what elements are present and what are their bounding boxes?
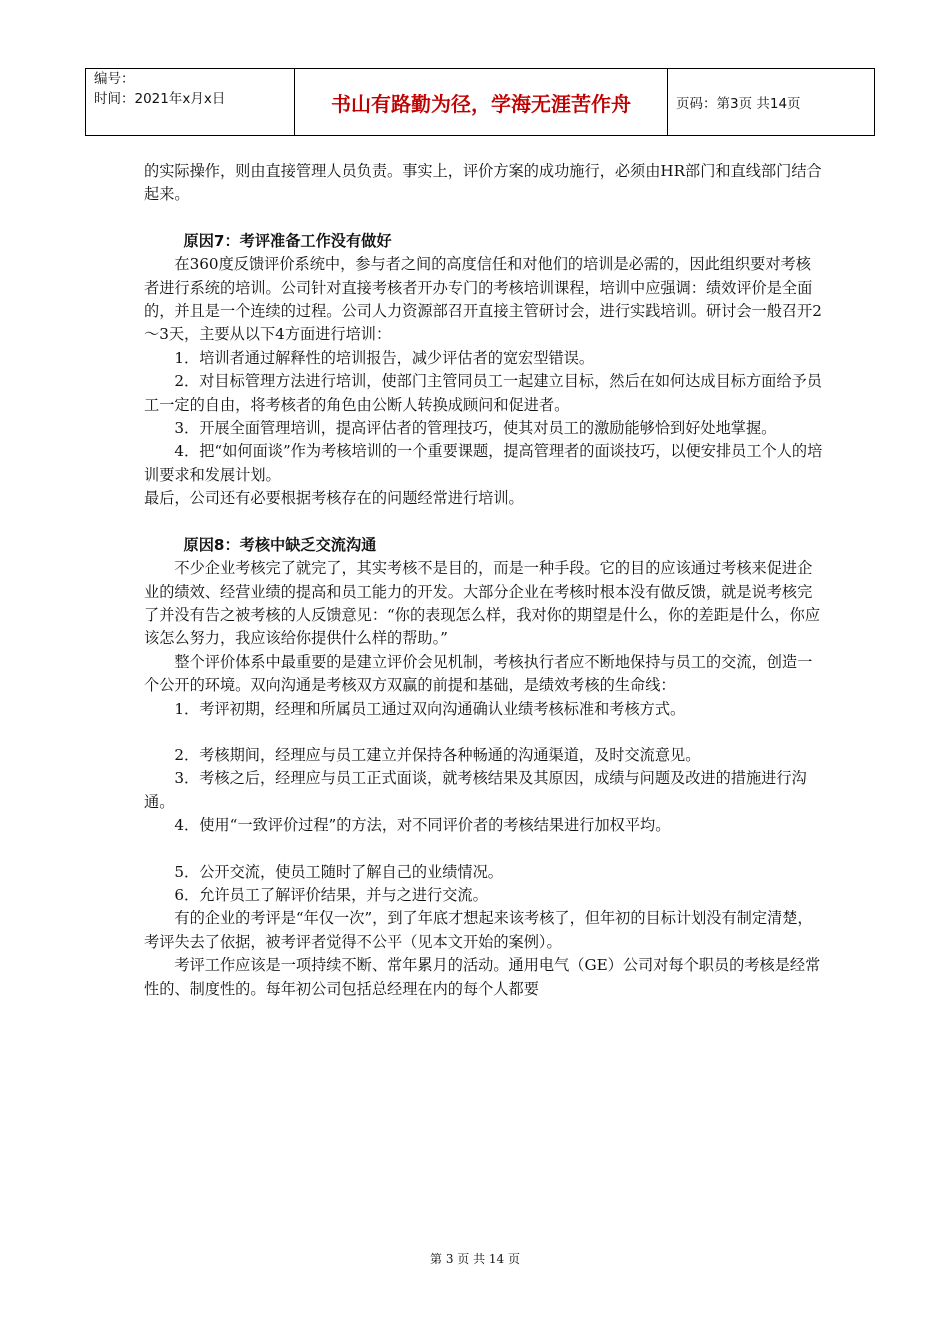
paragraph: 在360度反馈评价系统中，参与者之间的高度信任和对他们的培训是必需的，因此组织要对考核者进行系统的培训。公司针对直接考核者开办专门的考核培训课程，培训中应强调：绩效评价是全面的，并且是一个连续的过程。公司人力资源部召开直接主管研讨会，进行实践培训。研讨会一般召开2～3天，主要从以下4方面进行培训： — [144, 255, 822, 344]
list-item: 3．考核之后，经理应与员工正式面谈，就考核结果及其原因，成绩与问题及改进的措施进行沟通。 — [144, 769, 807, 811]
list-item: 6．允许员工了解评价结果，并与之进行交流。 — [174, 885, 488, 904]
document-number: 编号： — [94, 71, 135, 87]
list-item: 2．考核期间，经理应与员工建立并保持各种畅通的沟通渠道，及时交流意见。 — [174, 745, 701, 764]
paragraph: 有的企业的考评是“年仅一次”，到了年底才想起来该考核了，但年初的目标计划没有制定清楚，考评失去了依据，被考评者觉得不公平（见本文开始的案例）。 — [144, 909, 813, 951]
header-page-info: 页码：第3页 共14页 — [668, 69, 875, 136]
page-footer: 第 3 页 共 14 页 — [430, 1252, 520, 1266]
section-heading-8: 原因8：考核中缺乏交流沟通 — [183, 535, 377, 554]
list-item: 4．使用“一致评价过程”的方法，对不同评价者的考核结果进行加权平均。 — [174, 816, 671, 835]
paragraph: 最后，公司还有必要根据考核存在的问题经常进行培训。 — [144, 489, 524, 508]
list-item: 4．把“如何面谈”作为考核培训的一个重要课题，提高管理者的面谈技巧，以便安排员工个人的培训要求和发展计划。 — [144, 442, 823, 484]
list-item: 5．公开交流，使员工随时了解自己的业绩情况。 — [174, 862, 503, 881]
header-meta-cell — [86, 69, 295, 136]
header-table — [85, 68, 875, 136]
list-item: 3．开展全面管理培训，提高评估者的管理技巧，使其对员工的激励能够恰到好处地掌握。 — [174, 419, 777, 438]
list-item: 1．考评初期，经理和所属员工通过双向沟通确认业绩考核标准和考核方式。 — [174, 699, 686, 718]
document-body — [144, 160, 824, 1001]
list-item: 1．培训者通过解释性的培训报告，减少评估者的宽宏型错误。 — [174, 348, 595, 367]
paragraph: 整个评价体系中最重要的是建立评价会见机制，考核执行者应不断地保持与员工的交流，创造一个公开的环境。双向沟通是考核双方双赢的前提和基础，是绩效考核的生命线： — [144, 652, 813, 695]
paragraph: 考评工作应该是一项持续不断、常年累月的活动。通用电气（GE）公司对每个职员的考核是经常性的、制度性的。每年初公司包括总经理在内的每个人都要 — [144, 956, 821, 998]
section-heading-7: 原因7：考评准备工作没有做好 — [183, 231, 392, 250]
document-time: 时间：2021年x月x日 — [94, 91, 226, 107]
paragraph: 的实际操作，则由直接管理人员负责。事实上，评价方案的成功施行，必须由HR部门和直线部门结合起来。 — [144, 162, 822, 204]
header-motto: 书山有路勤为径，学海无涯苦作舟 — [295, 69, 668, 136]
paragraph: 不少企业考核完了就完了，其实考核不是目的，而是一种手段。它的目的应该通过考核来促进企业的绩效、经营业绩的提高和员工能力的开发。大部分企业在考核时根本没有做反馈，就是说考核完了并没有告之被考核的人反馈意见：“你的表现怎么样，我对你的期望是什么，你的差距是什么，你应该怎么努力，我应该给你提供什么样的帮助。” — [144, 559, 821, 648]
list-item: 2．对目标管理方法进行培训，使部门主管同员工一起建立目标，然后在如何达成目标方面给予员工一定的自由，将考核者的角色由公断人转换成顾问和促进者。 — [144, 372, 822, 414]
